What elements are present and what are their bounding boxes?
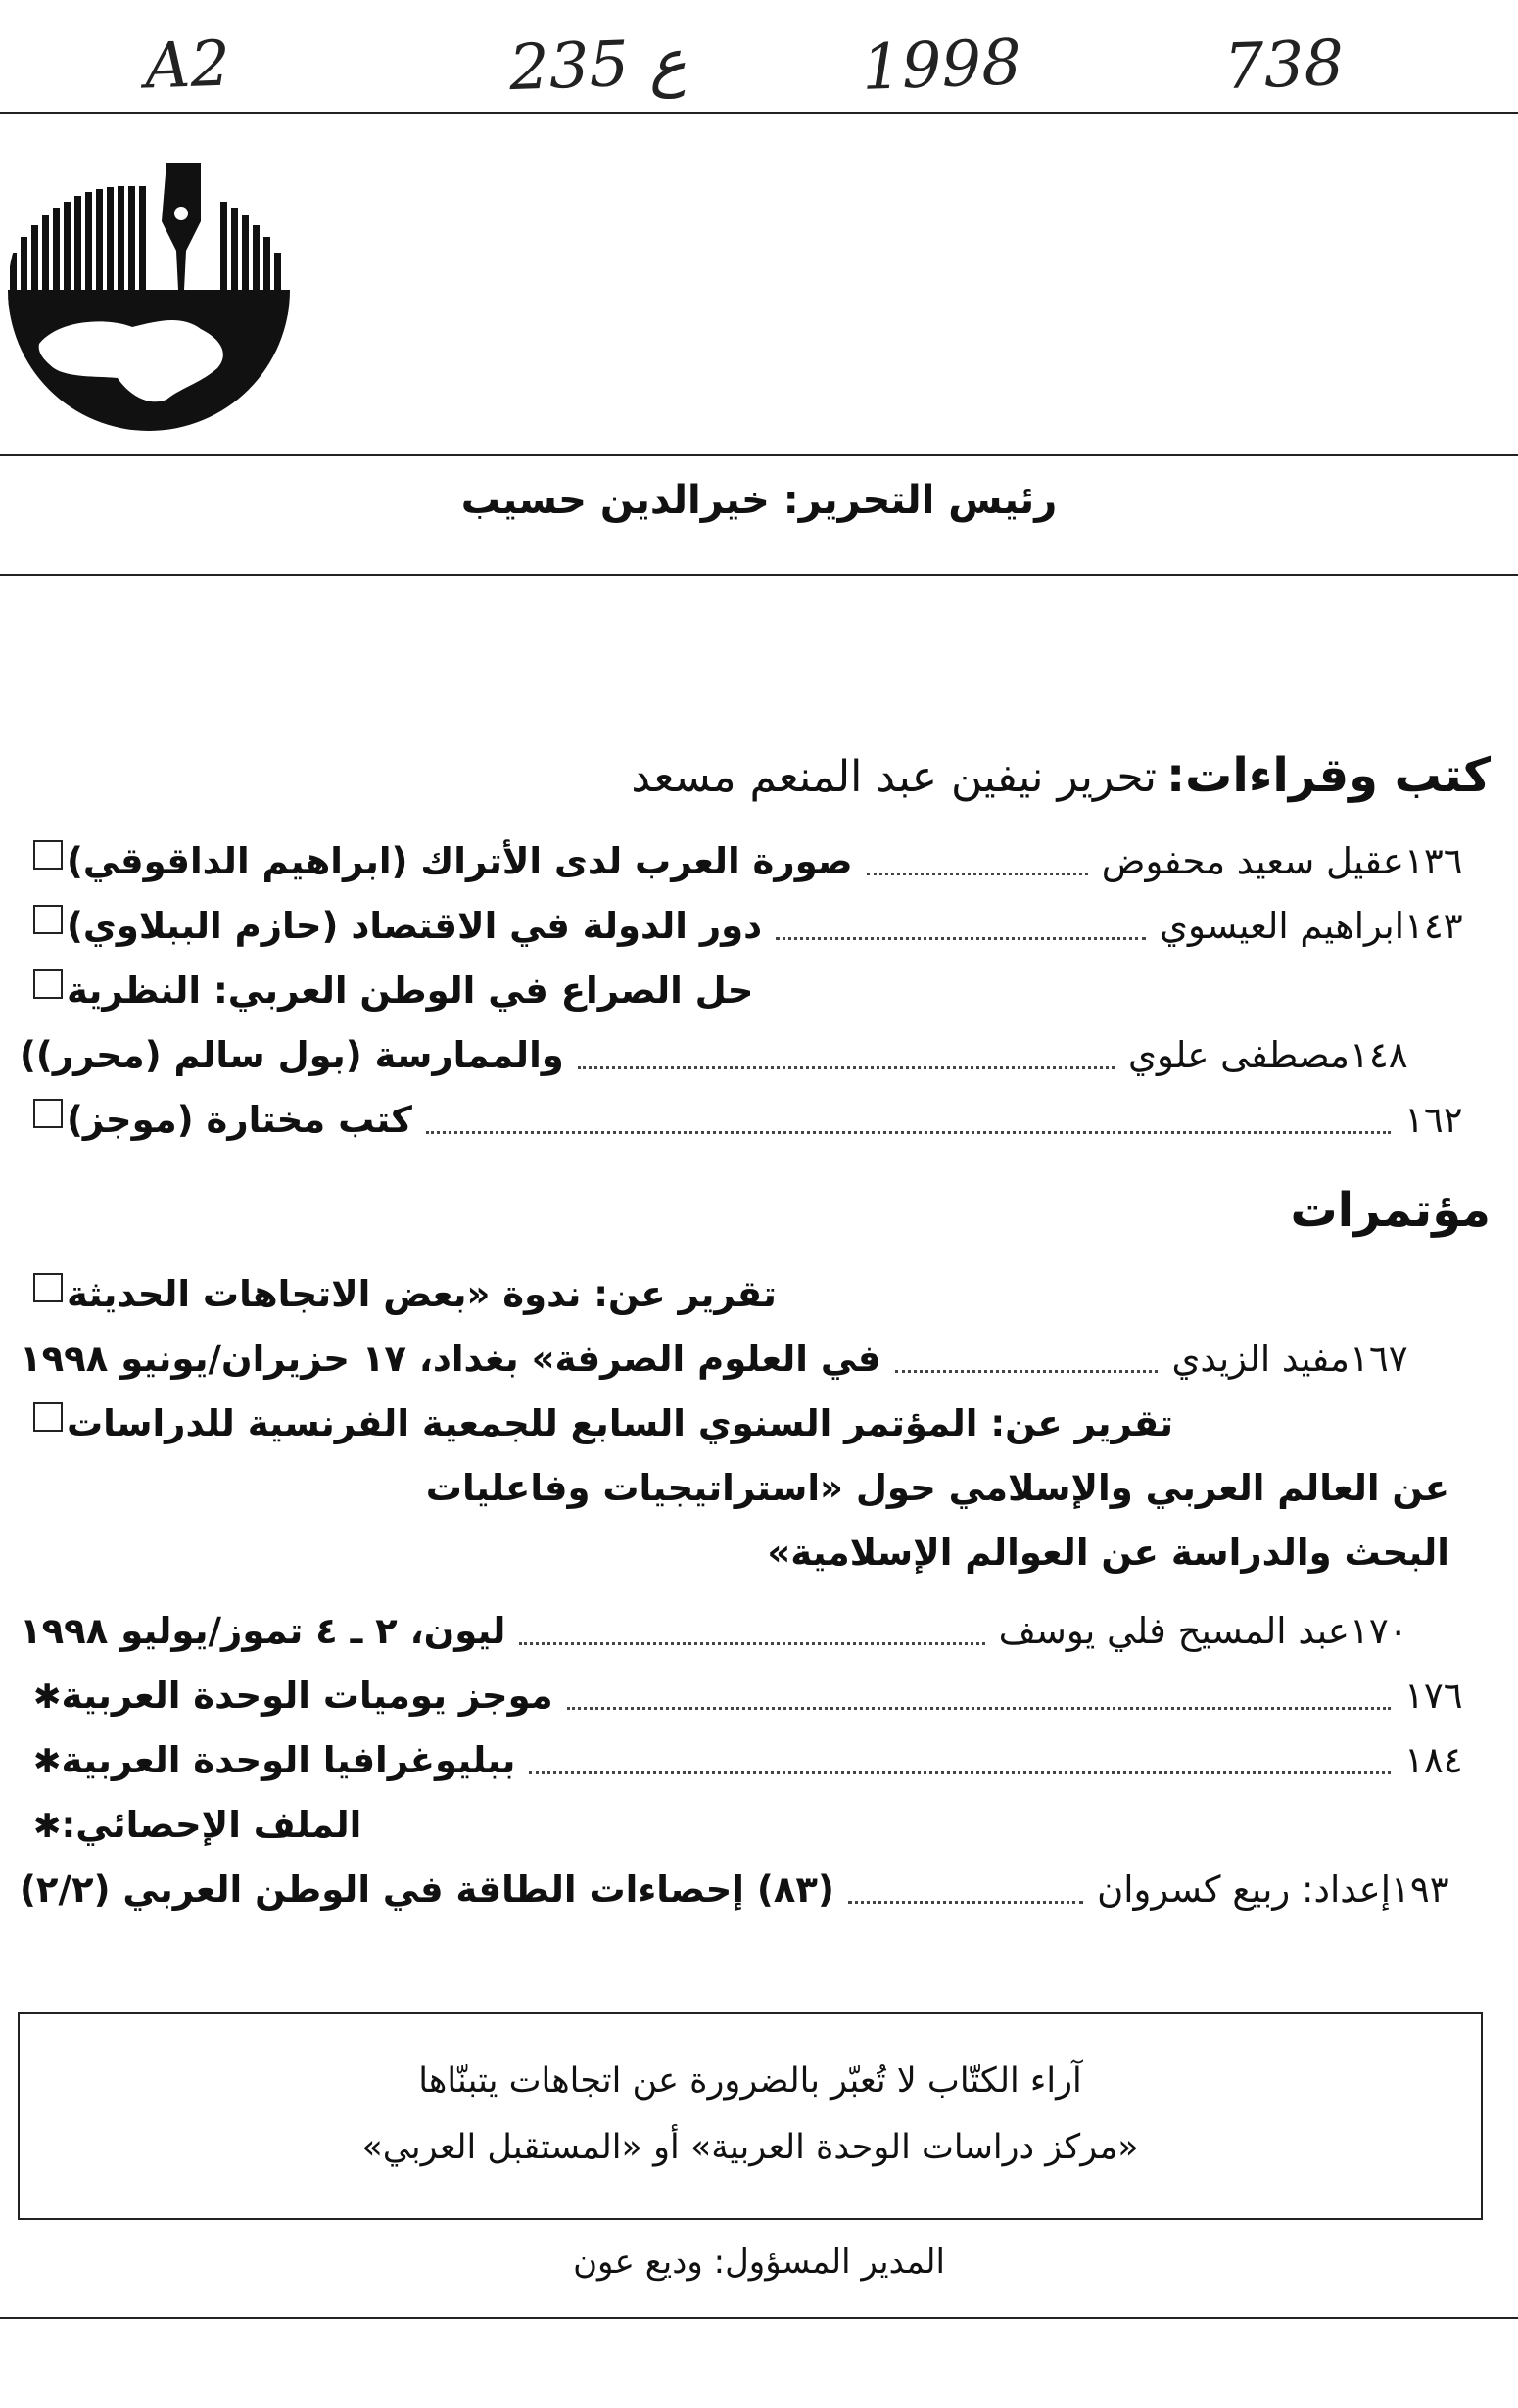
list-item[interactable] xyxy=(20,1671,1504,1722)
leader-dots xyxy=(529,1771,1391,1774)
checkbox-icon xyxy=(33,1402,63,1432)
asterisk-icon: ✱ xyxy=(33,1677,62,1717)
checkbox-icon xyxy=(33,969,63,999)
list-item[interactable] xyxy=(20,966,1504,1016)
leader-dots xyxy=(426,1131,1391,1134)
item-title-cont: والممارسة (بول سالم (محرر)) xyxy=(20,1034,564,1076)
books-editor: تحرير نيفين عبد المنعم مسعد xyxy=(631,752,1157,802)
item-page: ١٧٦ xyxy=(1404,1675,1463,1717)
item-page: ١٩٣ xyxy=(1391,1868,1449,1911)
handwritten-note-4: 738 xyxy=(1222,26,1346,105)
item-title: حل الصراع في الوطن العربي: النظرية xyxy=(67,969,754,1012)
logo-rule xyxy=(0,454,1518,456)
item-title: صورة العرب لدى الأتراك (ابراهيم الداقوقي) xyxy=(67,840,853,882)
item-page: ١٤٣ xyxy=(1404,905,1463,947)
editor-in-chief: رئيس التحرير: خيرالدين حسيب xyxy=(460,478,1058,523)
top-rule xyxy=(0,112,1518,114)
item-title: موجز يوميات الوحدة العربية xyxy=(61,1675,553,1717)
leader-dots xyxy=(848,1901,1083,1904)
list-item[interactable] xyxy=(20,1398,1504,1449)
item-title: دور الدولة في الاقتصاد (حازم الببلاوي) xyxy=(67,905,763,947)
list-item[interactable] xyxy=(20,1865,1491,1915)
item-title-cont: في العلوم الصرفة» بغداد، ١٧ حزيران/يونيو ١٩٩٨ xyxy=(20,1338,881,1380)
handwritten-note-3: 1998 xyxy=(860,26,1023,105)
item-author: ابراهيم العيسوي xyxy=(1160,905,1404,947)
list-item-continuation xyxy=(20,1030,1449,1081)
handwritten-note-1: A2 xyxy=(143,27,232,104)
item-title: الملف الإحصائي: xyxy=(61,1804,362,1846)
checkbox-icon xyxy=(33,1273,63,1302)
leader-dots xyxy=(567,1707,1391,1710)
leader-dots xyxy=(519,1642,984,1645)
item-page: ١٧٠ xyxy=(1350,1610,1408,1652)
bottom-rule xyxy=(0,2317,1518,2319)
checkbox-icon xyxy=(33,840,63,870)
item-author: مفيد الزيدي xyxy=(1171,1338,1350,1380)
leader-dots xyxy=(867,873,1088,875)
leader-dots xyxy=(578,1066,1115,1069)
disclaimer-box xyxy=(18,2012,1483,2220)
editor-rule xyxy=(0,574,1518,576)
conferences-heading: مؤتمرات xyxy=(1290,1183,1491,1238)
item-title: (٨٣) إحصاءات الطاقة في الوطن العربي (٢/٢) xyxy=(20,1868,834,1911)
disclaimer-line-1: آراء الكتّاب لا تُعبّر بالضرورة عن اتجاهات يتبنّاها xyxy=(418,2061,1082,2101)
item-page: ١٦٧ xyxy=(1350,1338,1408,1380)
asterisk-icon: ✱ xyxy=(33,1807,62,1846)
centre-logo xyxy=(0,143,304,437)
list-item[interactable] xyxy=(20,1735,1504,1786)
asterisk-icon: ✱ xyxy=(33,1742,62,1781)
list-item-continuation xyxy=(20,1334,1449,1385)
books-heading-label: كتب وقراءات: xyxy=(1165,748,1491,803)
item-page: ١٣٦ xyxy=(1404,840,1463,882)
item-title: كتب مختارة (موجز) xyxy=(67,1099,412,1141)
item-title-cont: ليون، ٢ ـ ٤ تموز/يوليو ١٩٩٨ xyxy=(20,1610,506,1652)
item-page: ١٦٢ xyxy=(1404,1099,1463,1141)
list-item[interactable] xyxy=(20,1095,1504,1146)
item-title-cont: عن العالم العربي والإسلامي حول «استراتيجيات وفاعليات xyxy=(425,1467,1449,1509)
item-page: ١٤٨ xyxy=(1350,1034,1408,1076)
handwritten-note-2: 235 ع xyxy=(507,25,688,106)
list-item[interactable] xyxy=(20,1800,1504,1851)
item-title: تقرير عن: المؤتمر السنوي السابع للجمعية الفرنسية للدراسات xyxy=(67,1402,1174,1444)
list-item-continuation xyxy=(20,1606,1449,1657)
disclaimer-line-2: «مركز دراسات الوحدة العربية» أو «المستقبل العربي» xyxy=(361,2128,1139,2167)
item-author: عقيل سعيد محفوض xyxy=(1101,840,1404,882)
item-title: ببليوغرافيا الوحدة العربية xyxy=(61,1739,516,1781)
item-page: ١٨٤ xyxy=(1404,1739,1463,1781)
leader-dots xyxy=(895,1370,1159,1373)
list-item[interactable] xyxy=(20,1269,1504,1320)
list-item[interactable] xyxy=(20,901,1504,952)
item-author: عبد المسيح فلي يوسف xyxy=(998,1610,1350,1652)
item-title: تقرير عن: ندوة «بعض الاتجاهات الحديثة xyxy=(67,1273,777,1315)
books-heading xyxy=(631,748,1491,803)
checkbox-icon xyxy=(33,905,63,934)
item-author: إعداد: ربيع كسروان xyxy=(1097,1868,1391,1911)
leader-dots xyxy=(776,937,1146,940)
checkbox-icon xyxy=(33,1099,63,1128)
list-item[interactable] xyxy=(20,836,1504,887)
item-author: مصطفى علوي xyxy=(1128,1034,1350,1076)
managing-director: المدير المسؤول: وديع عون xyxy=(573,2243,945,2282)
item-title-cont: البحث والدراسة عن العوالم الإسلامية» xyxy=(767,1532,1449,1574)
